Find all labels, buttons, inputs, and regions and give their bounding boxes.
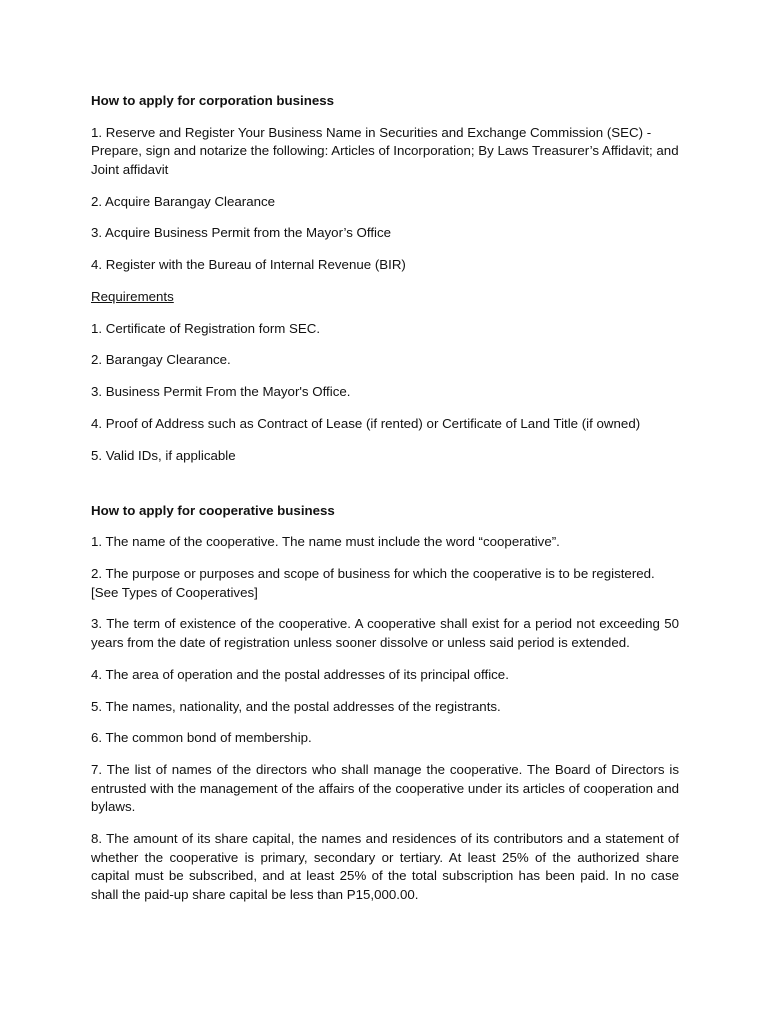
document-page — [91, 92, 679, 918]
corporation-heading: How to apply for corporation business — [91, 93, 335, 108]
cooperative-item-1: 1. The name of the cooperative. The name must include the word “cooperative”. — [91, 534, 560, 550]
corporation-step-2: 2. Acquire Barangay Clearance — [91, 193, 276, 209]
requirements-label: Requirements — [91, 288, 174, 304]
corporation-step-3: 3. Acquire Business Permit from the Mayor’s Office — [91, 225, 392, 241]
requirement-1: 1. Certificate of Registration form SEC. — [91, 320, 321, 336]
cooperative-item-2: 2. The purpose or purposes and scope of business for which the cooperative is to be registered. [See Types of Cooperatives] — [91, 565, 655, 600]
cooperative-heading: How to apply for cooperative business — [91, 502, 335, 518]
corporation-step-1: 1. Reserve and Register Your Business Name in Securities and Exchange Commission (SEC) - Prepare, sign and notarize the following: Articles of Incorporation; By Laws Treasurer’s Affidavit; and Joint affidavit — [91, 124, 679, 177]
corporation-step-4: 4. Register with the Bureau of Internal Revenue (BIR) — [91, 257, 406, 273]
requirement-5: 5. Valid IDs, if applicable — [91, 447, 236, 463]
cooperative-item-8: 8. The amount of its share capital, the names and residences of its contributors and a statement of whether the cooperative is primary, secondary or tertiary. At least 25% of the authorized share capital must be subscribed, and at least 25% of the total subscription has been paid. In no case shall the paid-up share capital be less than P15,000.00. — [91, 831, 679, 902]
cooperative-item-4: 4. The area of operation and the postal addresses of its principal office. — [91, 666, 509, 682]
cooperative-item-6: 6. The common bond of membership. — [91, 730, 312, 746]
requirement-4: 4. Proof of Address such as Contract of Lease (if rented) or Certificate of Land Title (if owned) — [91, 416, 641, 432]
section-spacer — [91, 479, 679, 502]
requirement-2: 2. Barangay Clearance. — [91, 352, 231, 368]
cooperative-item-5: 5. The names, nationality, and the postal addresses of the registrants. — [91, 698, 501, 714]
cooperative-item-7: 7. The list of names of the directors who shall manage the cooperative. The Board of Directors is entrusted with the management of the affairs of the cooperative under its articles of cooperation and bylaws. — [91, 762, 679, 815]
cooperative-item-3: 3. The term of existence of the cooperative. A cooperative shall exist for a period not exceeding 50 years from the date of registration unless sooner dissolve or unless said period is extended. — [91, 616, 679, 650]
requirement-3: 3. Business Permit From the Mayor's Office. — [91, 384, 351, 400]
